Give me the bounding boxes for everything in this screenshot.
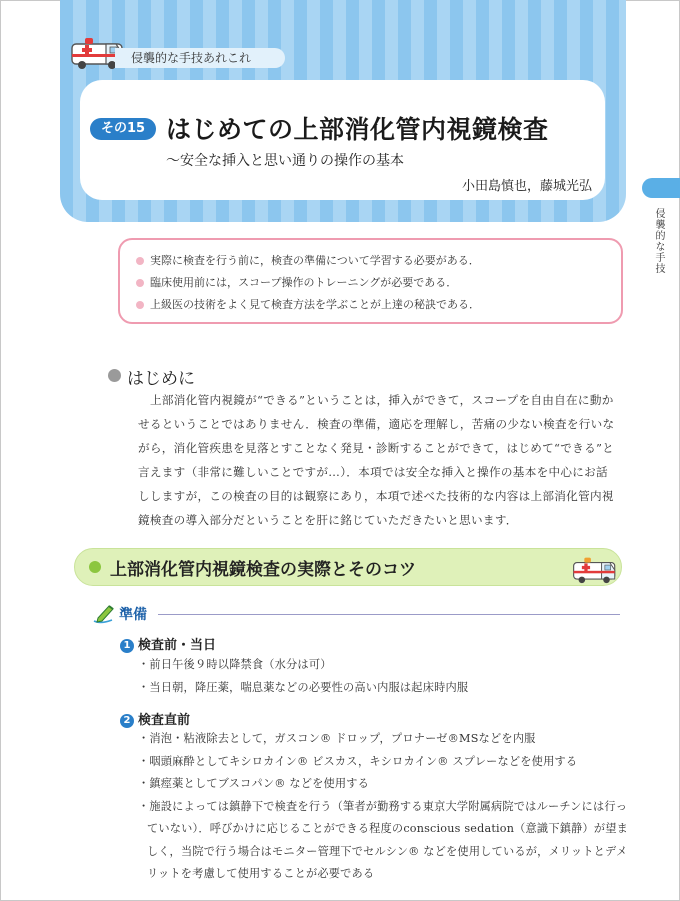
list-item: ・当日朝，降圧薬，喘息薬などの必要性の高い内服は起床時内服 xyxy=(138,680,469,694)
pencil-icon xyxy=(92,603,116,625)
intro-body: 上部消化管内視鏡が“できる”ということは，挿入ができて，スコープを自由自在に動かせるということではありません．検査の準備，適応を理解し，苦痛の少ない検査を行いながら，消化管疾患を見落とすことなく発見・診断することができて，はじめて“できる”と言えます（非常に難しいことですが…）．本項では安全な挿入と操作の基本を中心にお話ししますが，この検査の目的は観察にあり，本項で述べた技術的な内容は上部消化管内視鏡検査の導入部分だということを肝に銘じていただきたいと思います． xyxy=(138,393,615,527)
side-index-label: 侵襲的な手技 xyxy=(653,208,664,274)
step-list xyxy=(138,728,632,886)
category-label: 侵襲的な手技あれこれ xyxy=(115,48,285,68)
chapter-badge: その15 xyxy=(90,118,156,140)
step-list xyxy=(138,654,468,699)
ambulance-icon xyxy=(572,556,618,584)
page-title: はじめての上部消化管内視鏡検査 xyxy=(166,115,549,144)
bullet-icon xyxy=(89,561,101,573)
prep-title: 準備 xyxy=(119,607,147,623)
authors: 小田島慎也，藤城光弘 xyxy=(461,179,592,194)
list-item: ・前日午後９時以降禁食（水分は可） xyxy=(138,658,332,671)
page-subtitle: ～安全な挿入と思い通りの操作の基本 xyxy=(166,153,404,169)
key-point: 上級医の技術をよく見て検査方法を学ぶことが上達の秘訣である． xyxy=(136,294,621,316)
step-title: 検査直前 xyxy=(138,713,191,728)
step-title: 検査前・当日 xyxy=(138,638,217,653)
step-number: 2 xyxy=(120,714,134,728)
intro-heading-text: はじめに xyxy=(127,369,195,389)
side-index-tab xyxy=(642,178,680,198)
list-item: ・消泡・粘液除去として，ガスコン® ドロップ，プロナーゼ®MSなどを内服 xyxy=(138,732,536,745)
step-heading xyxy=(120,634,216,653)
list-item: ・鎮痙薬としてブスコパン® などを使用する xyxy=(138,777,370,790)
key-points-box xyxy=(118,238,623,324)
list-item: ・施設によっては鎮静下で検査を行う（筆者が勤務する東京大学附属病院ではルーチンには行っていない）．呼びかけに応じることができる程度のconscious sedation（意識下鎮静）が望ましく，当院で行う場合はモニター管理下でセルシン® などを使用しているが，メリットとデメリットを考慮して使用することが必要である xyxy=(138,799,629,880)
list-item: ・咽頭麻酔としてキシロカイン® ビスカス，キシロカイン® スプレーなどを使用する xyxy=(138,754,578,768)
intro-heading xyxy=(107,364,195,389)
section-title: 上部消化管内視鏡検査の実際とそのコツ xyxy=(110,560,416,580)
key-point: 実際に検査を行う前に，検査の準備について学習する必要がある． xyxy=(136,250,621,272)
step-heading xyxy=(120,709,190,728)
step-number: 1 xyxy=(120,639,134,653)
divider xyxy=(158,614,620,615)
key-point: 臨床使用前には，スコープ操作のトレーニングが必要である． xyxy=(136,272,621,294)
